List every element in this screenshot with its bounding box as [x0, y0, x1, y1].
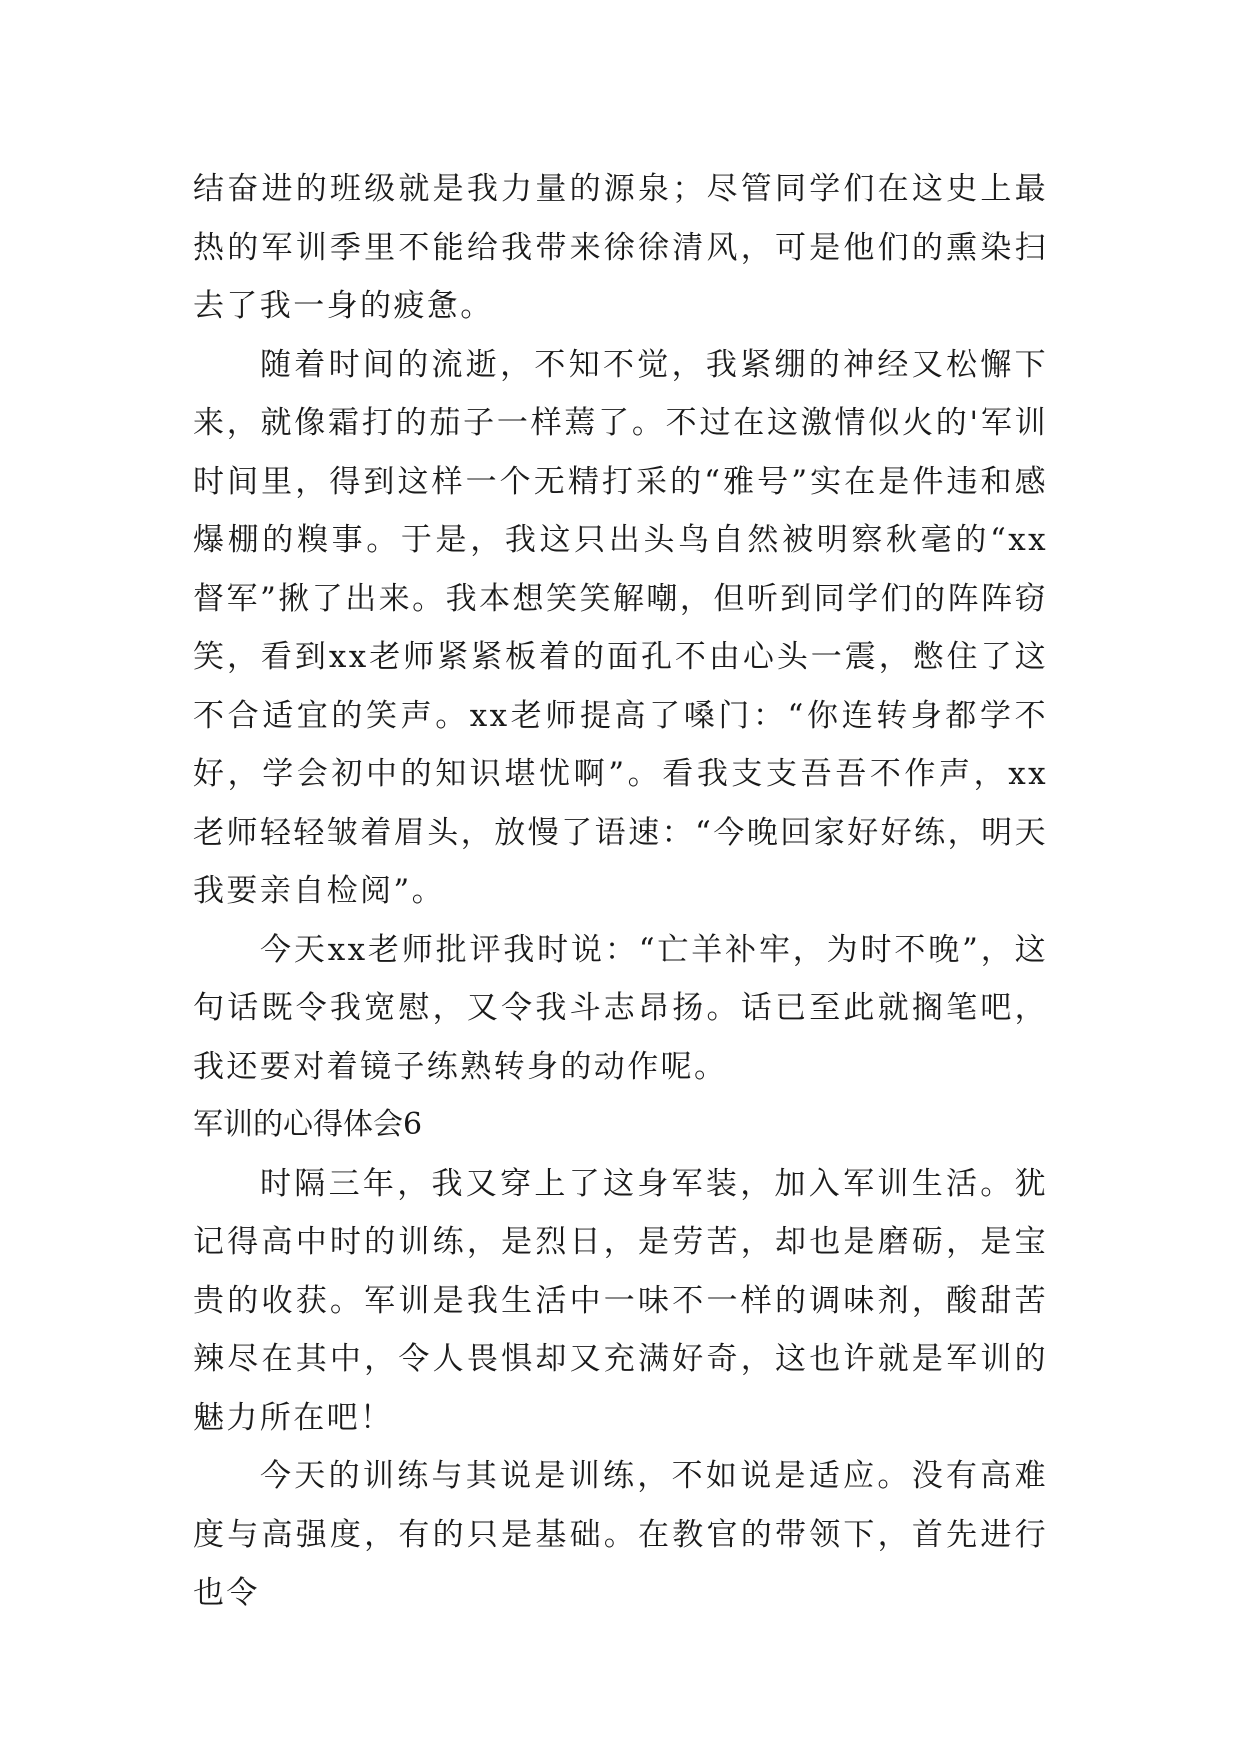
paragraph-teacher-criticism: 今天xx老师批评我时说：“亡羊补牢，为时不晚”，这句话既令我宽慰，又令我斗志昂扬。话已至此就搁笔吧，我还要对着镜子练熟转身的动作呢。 — [193, 931, 1048, 1085]
section-heading: 军训的心得体会6 — [193, 1107, 423, 1142]
document-body — [193, 160, 1048, 1623]
paragraph-three-years-later: 时隔三年，我又穿上了这身军装，加入军训生活。犹记得高中时的训练，是烈日，是劳苦，却也是磨砺，是宝贵的收获。军训是我生活中一味不一样的调味剂，酸甜苦辣尽在其中，令人畏惧却又充满好奇，这也许就是军训的魅力所在吧！ — [193, 1165, 1048, 1436]
paragraph-military-training-nickname: 随着时间的流逝，不知不觉，我紧绷的神经又松懈下来，就像霜打的茄子一样蔫了。不过在这激情似火的'军训时间里，得到这样一个无精打采的“雅号”实在是件违和感爆棚的糗事。于是，我这只出头鸟自然被明察秋毫的“xx督军”揪了出来。我本想笑笑解嘲，但听到同学们的阵阵窃笑，看到xx老师紧紧板着的面孔不由心头一震，憋住了这不合适宜的笑声。xx老师提高了嗓门：“你连转身都学不好，学会初中的知识堪忧啊”。看我支支吾吾不作声，xx老师轻轻皱着眉头，放慢了语速：“今晚回家好好练，明天我要亲自检阅”。 — [193, 346, 1048, 909]
paragraph-continuation: 结奋进的班级就是我力量的源泉；尽管同学们在这史上最热的军训季里不能给我带来徐徐清风，可是他们的熏染扫去了我一身的疲惫。 — [193, 171, 1048, 324]
paragraph-training-adaptation: 今天的训练与其说是训练，不如说是适应。没有高难度与高强度，有的只是基础。在教官的带领下，首先进行也令 — [193, 1458, 1048, 1611]
